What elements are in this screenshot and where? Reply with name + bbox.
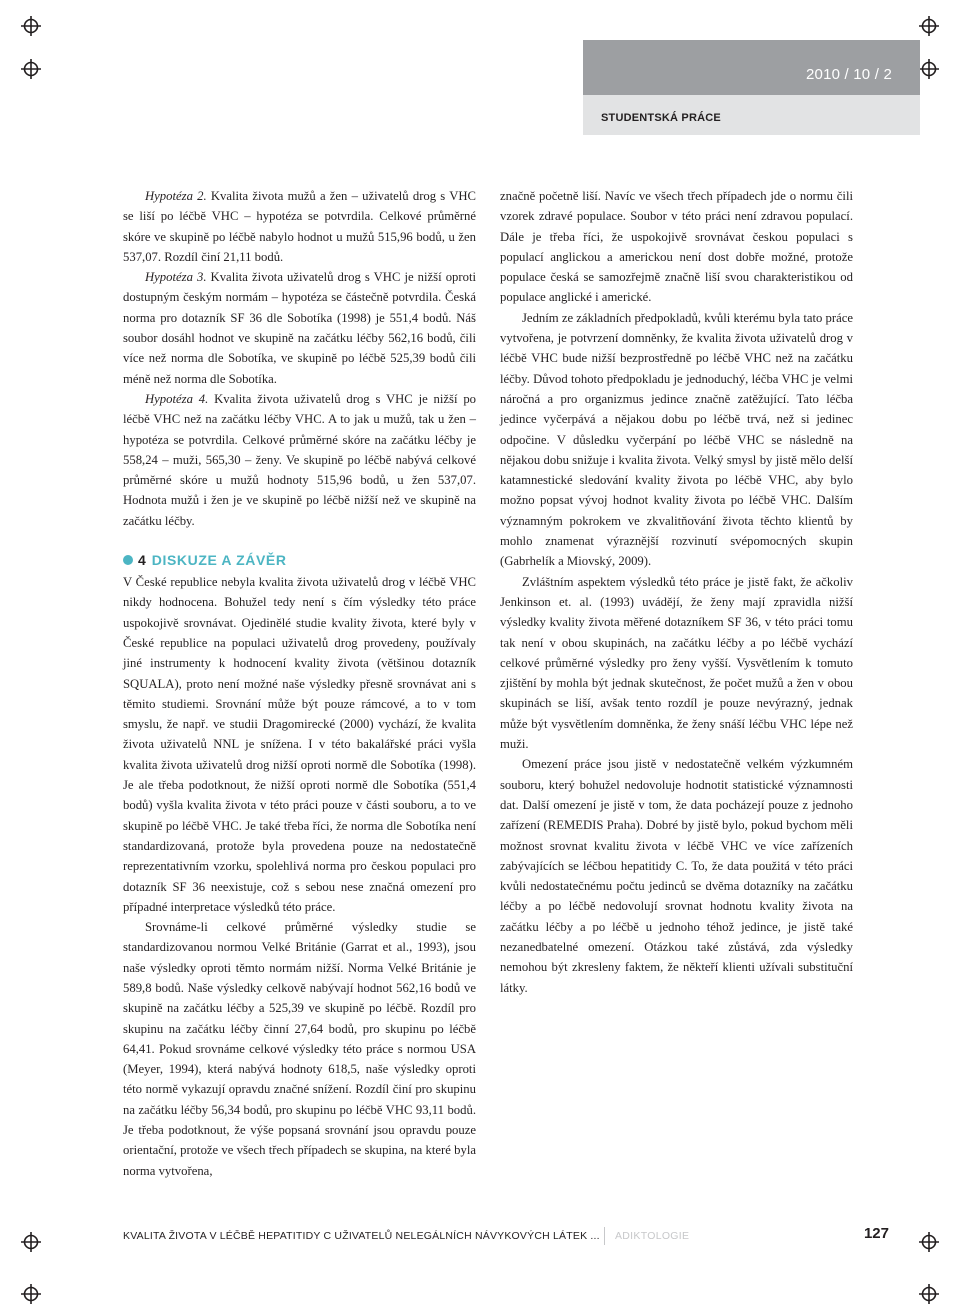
paragraph-discussion-2: Srovnáme-li celkové průměrné výsledky studie se standardizovanou normou Velké Británie (Garrat et al., 1993), jsou naše výsledky oproti těmto normám nižší. Norma Velké Británie je 589,8 bodů. Naše výsledky celkově nabývají hodnot 562,16 bodů ve skupině na začátku léčby a 525,39 ve skupině po léčbě. Rozdíl pro skupinu na začátku léčby činní 27,64 bodů, pro skupinu po léčbě 64,41. Pokud srovnáme celkové výsledky této práce s normou USA (Meyer, 1994), která nabývá hodnoty 618,5, naše výsledky oproti této normě vykazují opravdu značné snížení. Rozdíl činí pro skupinu na začátku léčby 56,34 bodů, pro skupinu po léčbě VHC 93,11 bodů. Je třeba podotknout, že výše popsaná srovnání jsou opravdu pouze orientační, protože ve všech třech případech se skupina, na které byla norma vytvořena, <box>123 920 476 1178</box>
section-header-band <box>583 95 920 135</box>
issue-number: 2010 / 10 / 2 <box>805 66 892 83</box>
registration-mark-icon <box>919 59 939 79</box>
left-column <box>123 186 476 1181</box>
paragraph-hypothesis-2 <box>123 186 476 267</box>
paragraph-text: Kvalita života mužů a žen – uživatelů drog s VHC se liší po léčbě VHC – hypotéza se potvrdila. Celkové průměrné skóre ve skupině po léčbě nabylo hodnot u mužů 515,96 bodů, u žen 537,07. Rozdíl činí 21,11 bodů. <box>123 189 476 264</box>
paragraph-continued: značně početně liší. Navíc ve všech třech případech jde o normu čili vzorek zdravé populace. Soubor v této práci není zdravou populací. Dále je třeba říci, že uspokojivě srovnávat českou populaci s populací anglickou a americkou není dost dobře možné, protože populace česká se samozřejmě značně liší svou charakteristikou od populace anglické i americké. <box>500 189 853 305</box>
registration-mark-icon <box>21 16 41 36</box>
section-label: STUDENTSKÁ PRÁCE <box>601 112 721 124</box>
paragraph-text: Kvalita života uživatelů drog s VHC je nižší po léčbě VHC než na začátku léčby VHC. A to jak u mužů, tak u žen – hypotéza se potvrdila. Celkové průměrné skóre na začátku léčby je 558,24 – muži, 565,30 – ženy. Ve skupině po léčbě nabývá celkové průměrné skóre u mužů hodnoty 515,96 bodů, u žen 537,07. Hodnota mužů i žen je ve skupině po léčbě nižší než ve skupině na začátku léčby. <box>123 391 477 528</box>
paragraph-gender-aspect: Zvláštním aspektem výsledků této práce je jistě fakt, že ačkoliv Jenkinson et. al. (1993) uvádějí, že ženy mají zpravidla nižší výsledky kvality života měřené dotazníkem SF 36, v této práci tomu tak není v obou skupinách, na začátku léčby a po léčbě vychází celkové průměrné výsledky pro ženy vyšší. Vysvětlením k tomuto zjištění by mohla být jednak skutečnost, že počet mužů a žen v obou skupinách se liší, avšak tento rozdíl je pouze nevýrazný, jednak může být vysvětlením domněnka, že ženy snáší léčbu VHC lépe než muži. <box>500 574 853 752</box>
issue-header-band <box>583 40 920 95</box>
registration-mark-icon <box>21 59 41 79</box>
registration-mark-icon <box>919 1232 939 1252</box>
paragraph-hypothesis-3 <box>123 267 476 389</box>
page-number: 127 <box>863 1225 889 1242</box>
footer-divider <box>604 1227 605 1245</box>
running-title: KVALITA ŽIVOTA V LÉČBĚ HEPATITIDY C UŽIVATELŮ NELEGÁLNÍCH NÁVYKOVÝCH LÁTEK ... <box>123 1230 600 1242</box>
paragraph-assumption: Jedním ze základních předpokladů, kvůli kterému byla tato práce vytvořena, je potvrzení domněnky, že kvalita života uživatelů drog v léčbě VHC bude nižší bezprostředně po léčbě VHC než na začátku léčby. Důvod tohoto předpokladu je jednoduchý, léčba VHC je velmi náročná a pro organizmus jedince značně zatěžující. Tato léčba jedince vyčerpává a nějakou dobu po léčbě trvá, než si jedinec odpočine. V důsledku vyčerpání po léčbě VHC se následně na nějakou dobu snižuje i kvalita života. Velký smysl by jistě mělo delší katamnestické sledování kvality života po léčbě VHC, aby bylo možno popsat vývoj hodnot kvality života po léčbě VHC. Dalším významným pokrokem ve zkvalitňování života těchto klientů by mohlo znamenat výraznější rozvinutí svépomocných skupin (Gabrhelík a Miovský, 2009). <box>500 310 853 569</box>
registration-mark-icon <box>21 1232 41 1252</box>
page-footer <box>123 1225 893 1247</box>
paragraph-text: Kvalita života uživatelů drog s VHC je nižší oproti dostupným českým normám – hypotéza se částečně potvrdila. Česká norma pro dotazník SF 36 dle Sobotíka (1998) je 551,4 bodů. Náš soubor dosáhl hodnot ve skupině na začátku léčby 562,16 bodů, čili více než norma dle Sobotíka, ve skupině po léčbě 525,39 bodů čili méně než norma dle Sobotíka. <box>123 270 476 386</box>
paragraph-limitations: Omezení práce jsou jistě v nedostatečně velkém výzkumném souboru, který bohužel nedovoluje hodnotit statistické významnosti dat. Další omezení je jistě v tom, že data pocházejí pouze z jednoho zařízení (REMEDIS Praha). Dobré by jistě bylo, pokud bychom měli možnost srovnat kvalitu života v léčbě VHC ve více zařízeních zabývajících se léčbou hepatitidy C. To, že data použitá v této práci kvůli nedostatečnému počtu jedinců se dvěma dotazníky na začátku léčby a po léčbě nedovolují srovnat hodnotu kvality života na začátku léčby a po léčbě u jednoho téhož jedince, je jistě také nezanedbatelné omezení. Otázkou také zůstává, zda výsledky nemohou být zkresleny faktem, že někteří klienti užívali substituční látky. <box>500 757 853 995</box>
section-title: DISKUZE A ZÁVĚR <box>151 552 287 569</box>
journal-name: ADIKTOLOGIE <box>615 1230 690 1242</box>
registration-mark-icon <box>21 1284 41 1304</box>
hypothesis-label: Hypotéza 2. <box>145 189 207 203</box>
hypothesis-label: Hypotéza 3. <box>145 270 207 285</box>
section-heading <box>123 551 476 569</box>
registration-mark-icon <box>919 1284 939 1304</box>
hypothesis-label: Hypotéza 4. <box>145 391 209 406</box>
bullet-dot-icon <box>123 555 133 565</box>
right-column <box>500 186 853 998</box>
registration-mark-icon <box>919 16 939 36</box>
section-number: 4 <box>138 552 146 569</box>
paragraph-discussion-1: V České republice nebyla kvalita života uživatelů drog v léčbě VHC nikdy hodnocena. Bohužel tedy není s čím výsledky této práce uspokojivě srovnávat. Ojedinělé studie kvality života, které byly v České republice na populaci uživatelů drog provedeny, používaly jiné instrumenty k hodnocení kvality života (většinou dotazník SQUALA), proto není možné naše výsledky přesně srovnávat ani s těmito studiemi. Srovnání může být pouze rámcové, a to v tom smyslu, že např. ve studii Dragomirecké (2000) vychází, že kvalita života uživatelů NNL je snížena. I v této bakalářské práci vyšla kvalita života uživatelů drog nižší oproti normě dle Sobotíka (1998). Je ale třeba podotknout, že nižší oproti normě dle Sobotíka (551,4 bodů) vyšla kvalita života v této práci pouze v části souboru, a to ve skupině po léčbě VHC. Je také třeba říci, že norma dle Sobotíka není standardizovaná, protože byla provedena pouze na nedostatečně reprezentativním vzorku, spolehlivá norma pro českou populaci pro dotazník SF 36 neexistuje, což s sebou nese značná omezení pro případné interpretace výsledků této práce. <box>123 575 476 914</box>
paragraph-hypothesis-4 <box>123 389 476 531</box>
